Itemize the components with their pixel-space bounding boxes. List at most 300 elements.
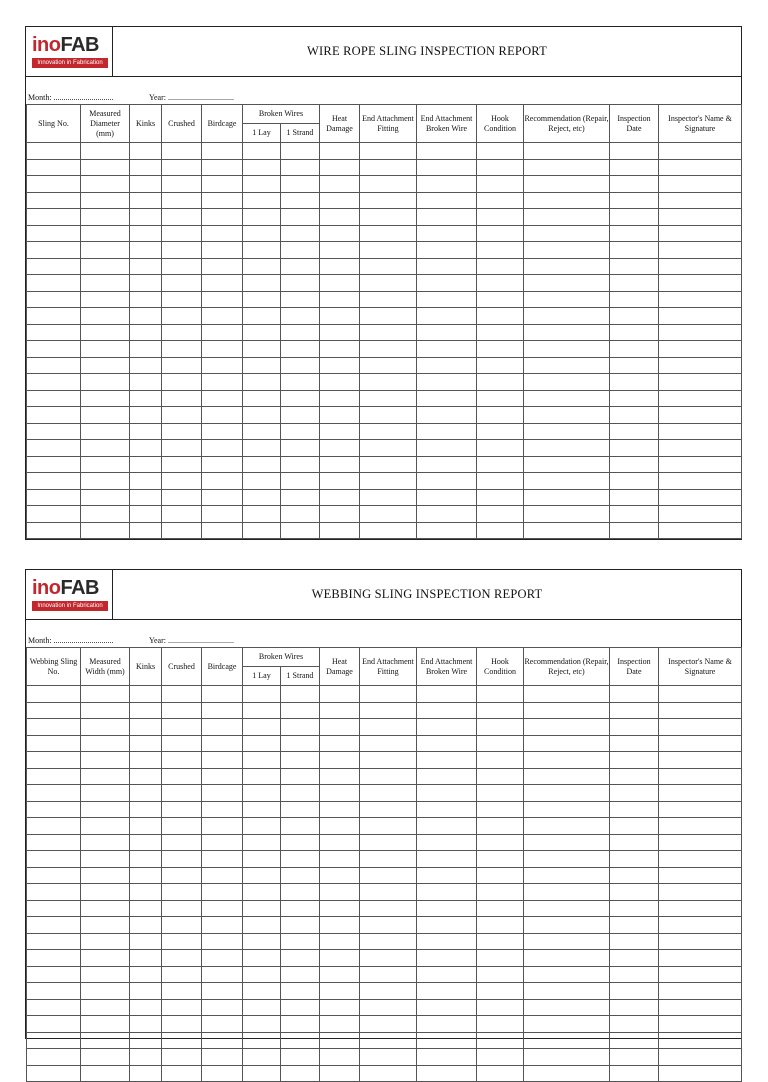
blank-entry-cell[interactable]	[417, 143, 477, 160]
blank-entry-cell[interactable]	[243, 900, 281, 917]
month-field[interactable]: Month: ..............................	[28, 93, 114, 102]
blank-entry-cell[interactable]	[524, 176, 610, 193]
blank-entry-cell[interactable]	[610, 506, 659, 523]
blank-entry-cell[interactable]	[130, 506, 162, 523]
blank-entry-cell[interactable]	[81, 522, 130, 539]
blank-entry-cell[interactable]	[243, 242, 281, 259]
blank-entry-cell[interactable]	[610, 999, 659, 1016]
blank-entry-cell[interactable]	[130, 324, 162, 341]
blank-entry-cell[interactable]	[524, 192, 610, 209]
blank-entry-cell[interactable]	[417, 801, 477, 818]
blank-entry-cell[interactable]	[27, 950, 81, 967]
blank-entry-cell[interactable]	[202, 390, 243, 407]
blank-entry-cell[interactable]	[320, 506, 360, 523]
blank-entry-cell[interactable]	[320, 818, 360, 835]
blank-entry-cell[interactable]	[659, 440, 742, 457]
blank-entry-cell[interactable]	[524, 308, 610, 325]
blank-entry-cell[interactable]	[81, 225, 130, 242]
blank-entry-cell[interactable]	[477, 735, 524, 752]
blank-entry-cell[interactable]	[162, 242, 202, 259]
blank-entry-cell[interactable]	[477, 308, 524, 325]
blank-entry-cell[interactable]	[162, 473, 202, 490]
blank-entry-cell[interactable]	[202, 209, 243, 226]
blank-entry-cell[interactable]	[610, 324, 659, 341]
blank-entry-cell[interactable]	[360, 258, 417, 275]
blank-entry-cell[interactable]	[243, 423, 281, 440]
blank-entry-cell[interactable]	[320, 884, 360, 901]
blank-entry-cell[interactable]	[610, 473, 659, 490]
blank-entry-cell[interactable]	[281, 159, 320, 176]
blank-entry-cell[interactable]	[281, 933, 320, 950]
blank-entry-cell[interactable]	[524, 884, 610, 901]
blank-entry-cell[interactable]	[524, 933, 610, 950]
blank-entry-cell[interactable]	[130, 341, 162, 358]
blank-entry-cell[interactable]	[477, 752, 524, 769]
blank-entry-cell[interactable]	[243, 192, 281, 209]
blank-entry-cell[interactable]	[417, 192, 477, 209]
month-field[interactable]: Month: ..............................	[28, 636, 114, 645]
blank-entry-cell[interactable]	[477, 900, 524, 917]
blank-entry-cell[interactable]	[360, 159, 417, 176]
blank-entry-cell[interactable]	[477, 143, 524, 160]
blank-entry-cell[interactable]	[27, 933, 81, 950]
blank-entry-cell[interactable]	[162, 522, 202, 539]
blank-entry-cell[interactable]	[27, 522, 81, 539]
blank-entry-cell[interactable]	[610, 275, 659, 292]
blank-entry-cell[interactable]	[243, 341, 281, 358]
blank-entry-cell[interactable]	[243, 999, 281, 1016]
blank-entry-cell[interactable]	[130, 258, 162, 275]
blank-entry-cell[interactable]	[320, 966, 360, 983]
blank-entry-cell[interactable]	[659, 1065, 742, 1082]
blank-entry-cell[interactable]	[81, 390, 130, 407]
blank-entry-cell[interactable]	[477, 473, 524, 490]
blank-entry-cell[interactable]	[360, 752, 417, 769]
blank-entry-cell[interactable]	[281, 983, 320, 1000]
blank-entry-cell[interactable]	[320, 258, 360, 275]
blank-entry-cell[interactable]	[659, 867, 742, 884]
blank-entry-cell[interactable]	[610, 357, 659, 374]
blank-entry-cell[interactable]	[524, 801, 610, 818]
blank-entry-cell[interactable]	[610, 1065, 659, 1082]
blank-entry-cell[interactable]	[130, 489, 162, 506]
blank-entry-cell[interactable]	[27, 390, 81, 407]
blank-entry-cell[interactable]	[360, 407, 417, 424]
blank-entry-cell[interactable]	[27, 308, 81, 325]
blank-entry-cell[interactable]	[417, 209, 477, 226]
blank-entry-cell[interactable]	[610, 867, 659, 884]
blank-entry-cell[interactable]	[524, 258, 610, 275]
blank-entry-cell[interactable]	[243, 950, 281, 967]
blank-entry-cell[interactable]	[130, 801, 162, 818]
blank-entry-cell[interactable]	[477, 407, 524, 424]
blank-entry-cell[interactable]	[81, 950, 130, 967]
blank-entry-cell[interactable]	[243, 735, 281, 752]
blank-entry-cell[interactable]	[417, 522, 477, 539]
blank-entry-cell[interactable]	[477, 966, 524, 983]
blank-entry-cell[interactable]	[162, 390, 202, 407]
blank-entry-cell[interactable]	[81, 209, 130, 226]
blank-entry-cell[interactable]	[162, 950, 202, 967]
blank-entry-cell[interactable]	[202, 851, 243, 868]
blank-entry-cell[interactable]	[281, 357, 320, 374]
blank-entry-cell[interactable]	[202, 159, 243, 176]
blank-entry-cell[interactable]	[360, 357, 417, 374]
blank-entry-cell[interactable]	[477, 192, 524, 209]
blank-entry-cell[interactable]	[81, 275, 130, 292]
blank-entry-cell[interactable]	[81, 867, 130, 884]
blank-entry-cell[interactable]	[27, 324, 81, 341]
blank-entry-cell[interactable]	[243, 983, 281, 1000]
blank-entry-cell[interactable]	[162, 225, 202, 242]
blank-entry-cell[interactable]	[243, 308, 281, 325]
blank-entry-cell[interactable]	[360, 851, 417, 868]
blank-entry-cell[interactable]	[610, 308, 659, 325]
blank-entry-cell[interactable]	[202, 341, 243, 358]
blank-entry-cell[interactable]	[281, 407, 320, 424]
blank-entry-cell[interactable]	[162, 192, 202, 209]
blank-entry-cell[interactable]	[477, 341, 524, 358]
blank-entry-cell[interactable]	[610, 159, 659, 176]
blank-entry-cell[interactable]	[202, 950, 243, 967]
blank-entry-cell[interactable]	[320, 291, 360, 308]
blank-entry-cell[interactable]	[659, 143, 742, 160]
blank-entry-cell[interactable]	[202, 143, 243, 160]
blank-entry-cell[interactable]	[417, 258, 477, 275]
blank-entry-cell[interactable]	[130, 818, 162, 835]
blank-entry-cell[interactable]	[27, 456, 81, 473]
blank-entry-cell[interactable]	[417, 357, 477, 374]
blank-entry-cell[interactable]	[130, 1049, 162, 1066]
blank-entry-cell[interactable]	[477, 983, 524, 1000]
blank-entry-cell[interactable]	[281, 192, 320, 209]
blank-entry-cell[interactable]	[320, 917, 360, 934]
blank-entry-cell[interactable]	[81, 242, 130, 259]
blank-entry-cell[interactable]	[81, 440, 130, 457]
blank-entry-cell[interactable]	[360, 884, 417, 901]
blank-entry-cell[interactable]	[81, 686, 130, 703]
blank-entry-cell[interactable]	[281, 686, 320, 703]
blank-entry-cell[interactable]	[243, 818, 281, 835]
blank-entry-cell[interactable]	[524, 143, 610, 160]
blank-entry-cell[interactable]	[417, 225, 477, 242]
blank-entry-cell[interactable]	[202, 867, 243, 884]
blank-entry-cell[interactable]	[417, 489, 477, 506]
blank-entry-cell[interactable]	[27, 489, 81, 506]
blank-entry-cell[interactable]	[477, 785, 524, 802]
blank-entry-cell[interactable]	[320, 357, 360, 374]
blank-entry-cell[interactable]	[477, 275, 524, 292]
blank-entry-cell[interactable]	[477, 950, 524, 967]
blank-entry-cell[interactable]	[81, 159, 130, 176]
blank-entry-cell[interactable]	[243, 258, 281, 275]
blank-entry-cell[interactable]	[659, 719, 742, 736]
blank-entry-cell[interactable]	[130, 291, 162, 308]
blank-entry-cell[interactable]	[162, 933, 202, 950]
blank-entry-cell[interactable]	[360, 324, 417, 341]
blank-entry-cell[interactable]	[130, 851, 162, 868]
blank-entry-cell[interactable]	[162, 407, 202, 424]
blank-entry-cell[interactable]	[243, 867, 281, 884]
blank-entry-cell[interactable]	[417, 159, 477, 176]
blank-entry-cell[interactable]	[659, 801, 742, 818]
blank-entry-cell[interactable]	[243, 374, 281, 391]
blank-entry-cell[interactable]	[81, 818, 130, 835]
blank-entry-cell[interactable]	[130, 884, 162, 901]
blank-entry-cell[interactable]	[524, 834, 610, 851]
blank-entry-cell[interactable]	[281, 818, 320, 835]
blank-entry-cell[interactable]	[281, 473, 320, 490]
blank-entry-cell[interactable]	[281, 242, 320, 259]
blank-entry-cell[interactable]	[202, 440, 243, 457]
blank-entry-cell[interactable]	[27, 900, 81, 917]
blank-entry-cell[interactable]	[417, 1032, 477, 1049]
blank-entry-cell[interactable]	[162, 900, 202, 917]
blank-entry-cell[interactable]	[360, 1049, 417, 1066]
blank-entry-cell[interactable]	[202, 752, 243, 769]
blank-entry-cell[interactable]	[477, 999, 524, 1016]
blank-entry-cell[interactable]	[659, 275, 742, 292]
blank-entry-cell[interactable]	[524, 686, 610, 703]
blank-entry-cell[interactable]	[524, 752, 610, 769]
blank-entry-cell[interactable]	[417, 900, 477, 917]
blank-entry-cell[interactable]	[320, 785, 360, 802]
blank-entry-cell[interactable]	[320, 801, 360, 818]
blank-entry-cell[interactable]	[281, 390, 320, 407]
blank-entry-cell[interactable]	[659, 374, 742, 391]
blank-entry-cell[interactable]	[659, 489, 742, 506]
blank-entry-cell[interactable]	[360, 242, 417, 259]
blank-entry-cell[interactable]	[610, 768, 659, 785]
blank-entry-cell[interactable]	[477, 324, 524, 341]
blank-entry-cell[interactable]	[202, 374, 243, 391]
blank-entry-cell[interactable]	[243, 752, 281, 769]
blank-entry-cell[interactable]	[130, 999, 162, 1016]
blank-entry-cell[interactable]	[130, 522, 162, 539]
blank-entry-cell[interactable]	[162, 834, 202, 851]
blank-entry-cell[interactable]	[281, 1032, 320, 1049]
blank-entry-cell[interactable]	[320, 983, 360, 1000]
blank-entry-cell[interactable]	[202, 275, 243, 292]
blank-entry-cell[interactable]	[27, 884, 81, 901]
blank-entry-cell[interactable]	[320, 1065, 360, 1082]
blank-entry-cell[interactable]	[320, 159, 360, 176]
blank-entry-cell[interactable]	[162, 506, 202, 523]
blank-entry-cell[interactable]	[281, 834, 320, 851]
blank-entry-cell[interactable]	[417, 966, 477, 983]
blank-entry-cell[interactable]	[477, 867, 524, 884]
blank-entry-cell[interactable]	[610, 1032, 659, 1049]
blank-entry-cell[interactable]	[243, 176, 281, 193]
blank-entry-cell[interactable]	[610, 291, 659, 308]
blank-entry-cell[interactable]	[130, 966, 162, 983]
blank-entry-cell[interactable]	[81, 966, 130, 983]
blank-entry-cell[interactable]	[81, 176, 130, 193]
blank-entry-cell[interactable]	[27, 735, 81, 752]
blank-entry-cell[interactable]	[659, 225, 742, 242]
blank-entry-cell[interactable]	[281, 308, 320, 325]
blank-entry-cell[interactable]	[281, 143, 320, 160]
blank-entry-cell[interactable]	[243, 275, 281, 292]
blank-entry-cell[interactable]	[417, 818, 477, 835]
blank-entry-cell[interactable]	[162, 143, 202, 160]
blank-entry-cell[interactable]	[417, 341, 477, 358]
blank-entry-cell[interactable]	[81, 291, 130, 308]
blank-entry-cell[interactable]	[162, 456, 202, 473]
blank-entry-cell[interactable]	[610, 900, 659, 917]
blank-entry-cell[interactable]	[320, 768, 360, 785]
blank-entry-cell[interactable]	[243, 785, 281, 802]
blank-entry-cell[interactable]	[659, 917, 742, 934]
blank-entry-cell[interactable]	[360, 735, 417, 752]
blank-entry-cell[interactable]	[610, 390, 659, 407]
blank-entry-cell[interactable]	[162, 258, 202, 275]
blank-entry-cell[interactable]	[27, 966, 81, 983]
blank-entry-cell[interactable]	[477, 818, 524, 835]
blank-entry-cell[interactable]	[320, 489, 360, 506]
blank-entry-cell[interactable]	[524, 522, 610, 539]
blank-entry-cell[interactable]	[27, 242, 81, 259]
blank-entry-cell[interactable]	[320, 225, 360, 242]
blank-entry-cell[interactable]	[417, 768, 477, 785]
blank-entry-cell[interactable]	[610, 522, 659, 539]
blank-entry-cell[interactable]	[610, 423, 659, 440]
blank-entry-cell[interactable]	[81, 192, 130, 209]
blank-entry-cell[interactable]	[477, 440, 524, 457]
blank-entry-cell[interactable]	[281, 702, 320, 719]
blank-entry-cell[interactable]	[417, 702, 477, 719]
blank-entry-cell[interactable]	[524, 900, 610, 917]
blank-entry-cell[interactable]	[417, 1065, 477, 1082]
blank-entry-cell[interactable]	[202, 1049, 243, 1066]
blank-entry-cell[interactable]	[524, 473, 610, 490]
blank-entry-cell[interactable]	[81, 423, 130, 440]
blank-entry-cell[interactable]	[27, 407, 81, 424]
blank-entry-cell[interactable]	[81, 851, 130, 868]
blank-entry-cell[interactable]	[477, 159, 524, 176]
blank-entry-cell[interactable]	[281, 851, 320, 868]
blank-entry-cell[interactable]	[360, 867, 417, 884]
blank-entry-cell[interactable]	[320, 176, 360, 193]
blank-entry-cell[interactable]	[243, 390, 281, 407]
blank-entry-cell[interactable]	[281, 209, 320, 226]
blank-entry-cell[interactable]	[360, 473, 417, 490]
blank-entry-cell[interactable]	[243, 209, 281, 226]
blank-entry-cell[interactable]	[360, 489, 417, 506]
blank-entry-cell[interactable]	[81, 933, 130, 950]
blank-entry-cell[interactable]	[417, 275, 477, 292]
blank-entry-cell[interactable]	[81, 1065, 130, 1082]
blank-entry-cell[interactable]	[162, 1049, 202, 1066]
blank-entry-cell[interactable]	[202, 768, 243, 785]
blank-entry-cell[interactable]	[243, 1049, 281, 1066]
blank-entry-cell[interactable]	[360, 818, 417, 835]
blank-entry-cell[interactable]	[320, 933, 360, 950]
blank-entry-cell[interactable]	[281, 225, 320, 242]
blank-entry-cell[interactable]	[202, 719, 243, 736]
blank-entry-cell[interactable]	[162, 308, 202, 325]
blank-entry-cell[interactable]	[243, 851, 281, 868]
blank-entry-cell[interactable]	[477, 390, 524, 407]
blank-entry-cell[interactable]	[320, 735, 360, 752]
blank-entry-cell[interactable]	[659, 192, 742, 209]
blank-entry-cell[interactable]	[659, 983, 742, 1000]
blank-entry-cell[interactable]	[524, 440, 610, 457]
blank-entry-cell[interactable]	[281, 884, 320, 901]
blank-entry-cell[interactable]	[281, 867, 320, 884]
blank-entry-cell[interactable]	[610, 983, 659, 1000]
blank-entry-cell[interactable]	[659, 456, 742, 473]
blank-entry-cell[interactable]	[477, 1032, 524, 1049]
blank-entry-cell[interactable]	[320, 209, 360, 226]
blank-entry-cell[interactable]	[81, 456, 130, 473]
blank-entry-cell[interactable]	[81, 719, 130, 736]
blank-entry-cell[interactable]	[27, 192, 81, 209]
blank-entry-cell[interactable]	[202, 999, 243, 1016]
blank-entry-cell[interactable]	[417, 917, 477, 934]
blank-entry-cell[interactable]	[162, 159, 202, 176]
blank-entry-cell[interactable]	[202, 291, 243, 308]
blank-entry-cell[interactable]	[320, 867, 360, 884]
blank-entry-cell[interactable]	[417, 291, 477, 308]
blank-entry-cell[interactable]	[610, 143, 659, 160]
blank-entry-cell[interactable]	[202, 983, 243, 1000]
blank-entry-cell[interactable]	[202, 192, 243, 209]
blank-entry-cell[interactable]	[162, 884, 202, 901]
blank-entry-cell[interactable]	[130, 900, 162, 917]
blank-entry-cell[interactable]	[659, 291, 742, 308]
blank-entry-cell[interactable]	[81, 917, 130, 934]
blank-entry-cell[interactable]	[27, 834, 81, 851]
blank-entry-cell[interactable]	[360, 374, 417, 391]
blank-entry-cell[interactable]	[202, 900, 243, 917]
blank-entry-cell[interactable]	[162, 867, 202, 884]
blank-entry-cell[interactable]	[360, 966, 417, 983]
blank-entry-cell[interactable]	[130, 440, 162, 457]
blank-entry-cell[interactable]	[417, 423, 477, 440]
blank-entry-cell[interactable]	[659, 473, 742, 490]
blank-entry-cell[interactable]	[130, 357, 162, 374]
blank-entry-cell[interactable]	[130, 423, 162, 440]
blank-entry-cell[interactable]	[202, 176, 243, 193]
blank-entry-cell[interactable]	[524, 735, 610, 752]
blank-entry-cell[interactable]	[202, 917, 243, 934]
blank-entry-cell[interactable]	[162, 719, 202, 736]
blank-entry-cell[interactable]	[524, 489, 610, 506]
blank-entry-cell[interactable]	[610, 719, 659, 736]
blank-entry-cell[interactable]	[243, 456, 281, 473]
blank-entry-cell[interactable]	[130, 933, 162, 950]
blank-entry-cell[interactable]	[27, 225, 81, 242]
blank-entry-cell[interactable]	[417, 785, 477, 802]
blank-entry-cell[interactable]	[81, 752, 130, 769]
blank-entry-cell[interactable]	[360, 341, 417, 358]
blank-entry-cell[interactable]	[130, 407, 162, 424]
blank-entry-cell[interactable]	[243, 473, 281, 490]
blank-entry-cell[interactable]	[360, 801, 417, 818]
blank-entry-cell[interactable]	[130, 275, 162, 292]
blank-entry-cell[interactable]	[659, 242, 742, 259]
blank-entry-cell[interactable]	[659, 341, 742, 358]
blank-entry-cell[interactable]	[417, 719, 477, 736]
blank-entry-cell[interactable]	[81, 999, 130, 1016]
blank-entry-cell[interactable]	[202, 884, 243, 901]
blank-entry-cell[interactable]	[524, 966, 610, 983]
blank-entry-cell[interactable]	[81, 506, 130, 523]
blank-entry-cell[interactable]	[610, 884, 659, 901]
blank-entry-cell[interactable]	[130, 473, 162, 490]
blank-entry-cell[interactable]	[477, 801, 524, 818]
